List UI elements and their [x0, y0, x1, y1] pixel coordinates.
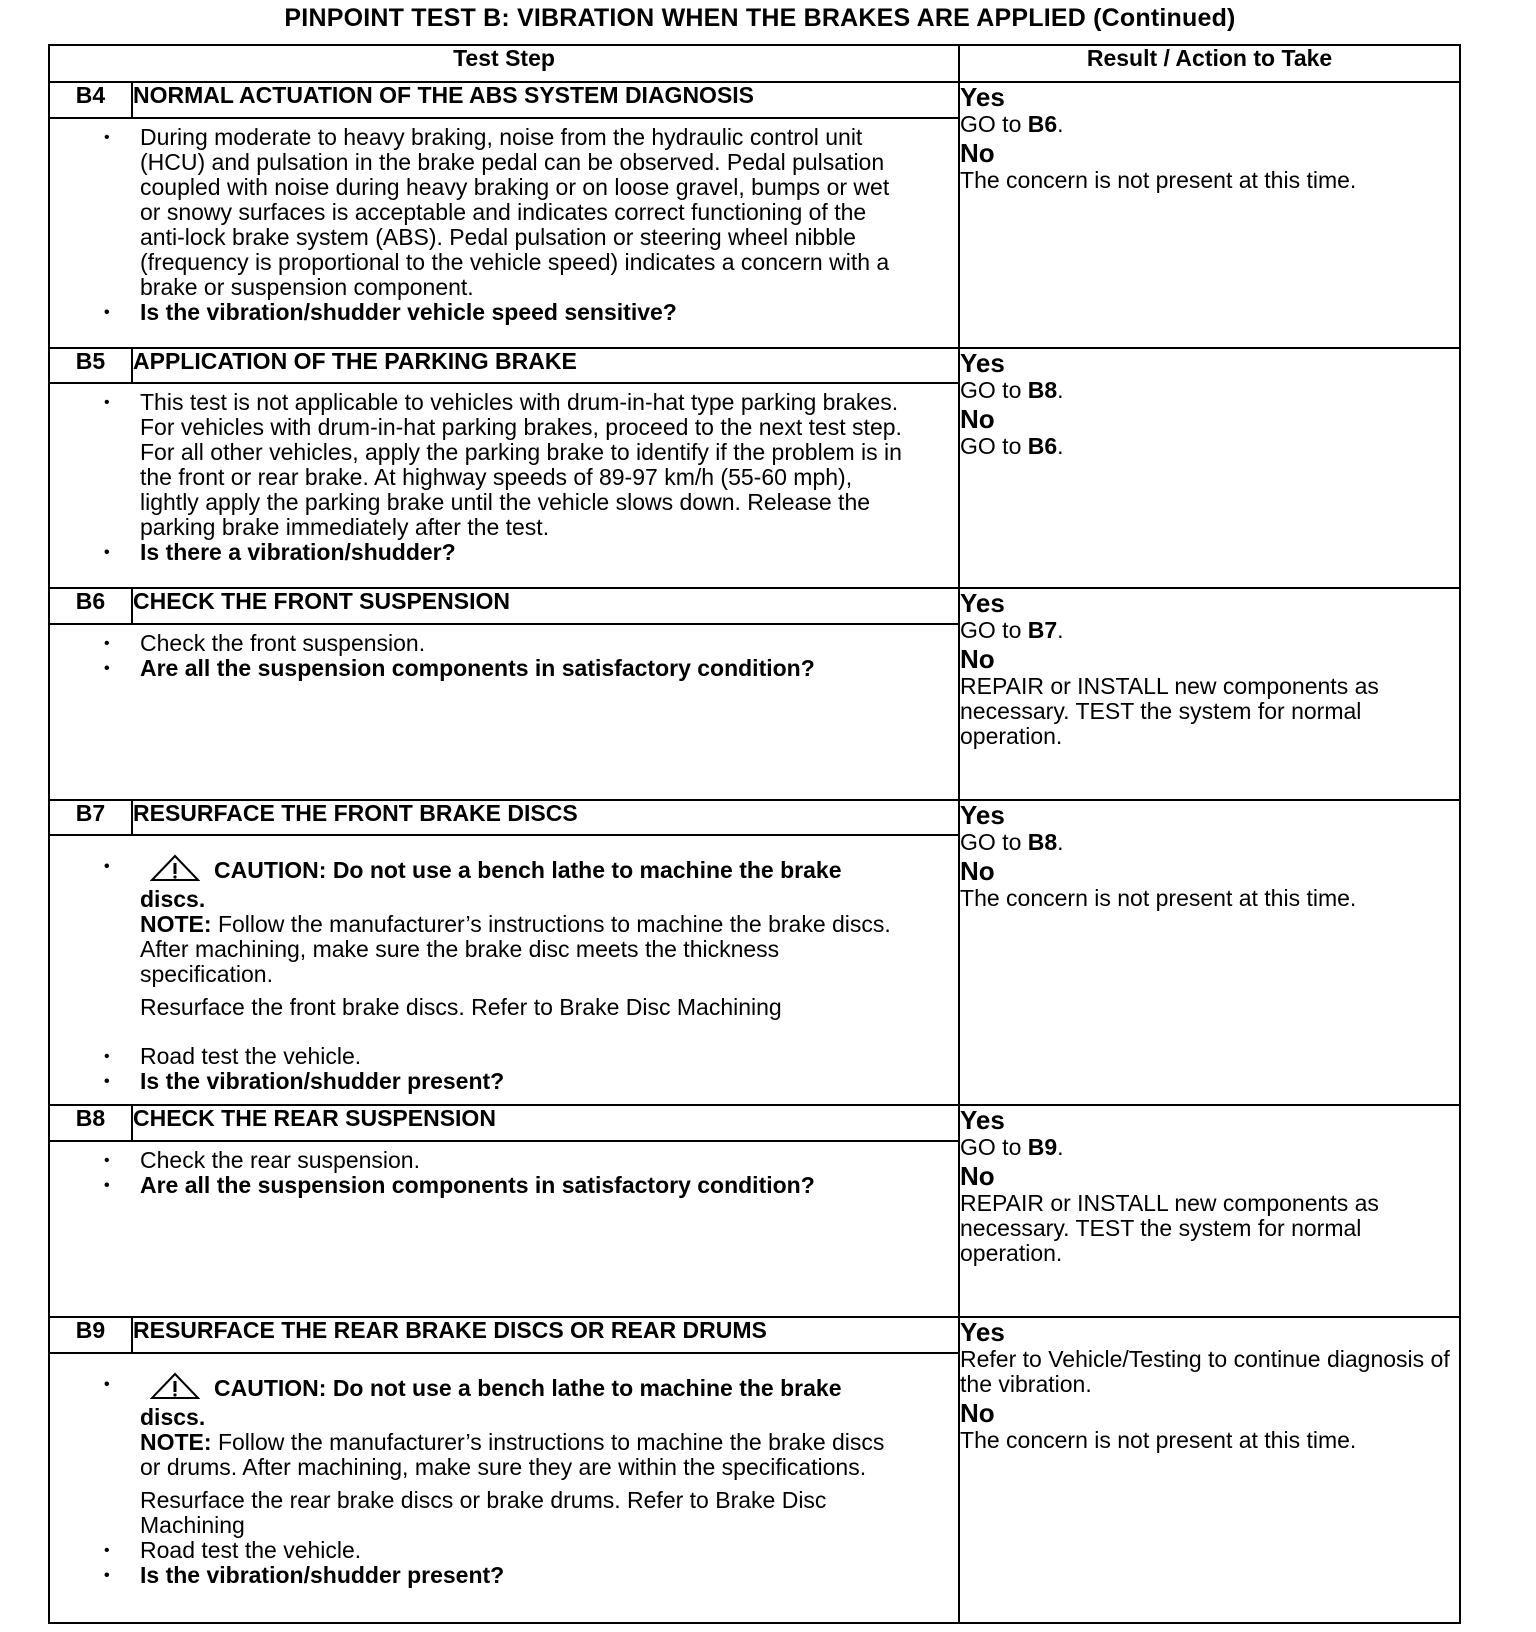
yes-label: Yes — [960, 588, 1005, 618]
step-title: CHECK THE REAR SUSPENSION — [132, 1105, 959, 1141]
step-b4-header — [49, 82, 1460, 118]
step-title: RESURFACE THE FRONT BRAKE DISCS — [132, 800, 959, 836]
step-b4-result — [959, 82, 1460, 348]
yes-label: Yes — [960, 1105, 1005, 1136]
step-b6-body — [49, 624, 959, 800]
no-label: No — [960, 1398, 995, 1429]
caution-block — [140, 1372, 908, 1430]
yes-label: Yes — [960, 81, 1005, 112]
no-action: REPAIR or INSTALL new components as necessary. TEST the system for normal operation. — [960, 1190, 1379, 1267]
resurface-instruction: Resurface the rear brake discs or brake drums. Refer to Brake Disc Machining — [140, 1486, 827, 1538]
step-reference: B8 — [1027, 828, 1058, 855]
yes-action: Refer to Vehicle/Testing to continue diagnosis of the vibration. — [960, 1346, 1450, 1398]
yes-action: GO to B6. — [960, 110, 1064, 137]
no-action: The concern is not present at this time. — [960, 166, 1357, 193]
no-action: The concern is not present at this time. — [960, 1427, 1357, 1454]
step-id: B9 — [49, 1317, 132, 1353]
step-id: B7 — [49, 800, 132, 836]
step-b4-body — [49, 118, 959, 348]
no-label: No — [960, 855, 995, 886]
step-b7-header — [49, 800, 1460, 836]
step-instruction: • Road test the vehicle. — [140, 1044, 908, 1069]
step-question: • Are all the suspension components in satisfactory condition? — [140, 656, 908, 681]
yes-action: GO to B9. — [960, 1134, 1064, 1161]
note-block: NOTE: Follow the manufacturer’s instructions to machine the brake discs. After machining, make sure the brake disc meets the thickness specification. — [140, 911, 891, 988]
step-id: B8 — [49, 1105, 132, 1141]
step-b6-result — [959, 588, 1460, 800]
step-instruction: • Road test the vehicle. — [140, 1538, 908, 1563]
step-title: APPLICATION OF THE PARKING BRAKE — [132, 348, 959, 384]
no-label: No — [960, 137, 995, 168]
step-id: B4 — [49, 82, 132, 118]
step-id: B6 — [49, 588, 132, 624]
step-b7-result — [959, 800, 1460, 1106]
step-reference: B9 — [1027, 1134, 1058, 1161]
yes-label: Yes — [960, 799, 1005, 830]
table-header-row — [49, 45, 1460, 82]
yes-action: GO to B7. — [960, 617, 1064, 643]
caution-block — [140, 854, 908, 912]
step-b6-header — [49, 588, 1460, 624]
no-action: GO to B6. — [960, 432, 1064, 459]
yes-label: Yes — [960, 1317, 1005, 1348]
step-reference: B6 — [1027, 110, 1058, 137]
caution-text: CAUTION: Do not use a bench lathe to machine the brake discs. — [140, 857, 842, 913]
step-b9-body — [49, 1353, 959, 1623]
yes-action: GO to B8. — [960, 376, 1064, 403]
step-question: • Are all the suspension components in satisfactory condition? — [140, 1173, 908, 1198]
step-reference: B7 — [1027, 617, 1058, 643]
warning-icon — [150, 1372, 200, 1405]
no-label: No — [960, 644, 995, 674]
no-action: The concern is not present at this time. — [960, 884, 1357, 911]
step-b8-header — [49, 1105, 1460, 1141]
step-instruction: • Check the front suspension. — [140, 631, 908, 656]
step-instruction: • During moderate to heavy braking, noise from the hydraulic control unit (HCU) and pulsation in the brake pedal can be observed. Pedal pulsation coupled with noise during heavy braking or on loose gravel, bumps or wet or snowy surfaces is acceptable and indicates correct functioning of the anti-lock brake system (ABS). Pedal pulsation or steering wheel nibble (frequency is proportional to the vehicle speed) indicates a concern with a brake or suspension component. — [140, 125, 908, 300]
step-b9-header — [49, 1317, 1460, 1353]
pinpoint-test-table — [48, 44, 1461, 1624]
no-action: REPAIR or INSTALL new components as necessary. TEST the system for normal operation. — [960, 673, 1379, 749]
step-b7-body — [49, 835, 959, 1105]
step-reference: B6 — [1027, 432, 1058, 459]
step-title: NORMAL ACTUATION OF THE ABS SYSTEM DIAGNOSIS — [132, 82, 959, 118]
no-label: No — [960, 1161, 995, 1192]
header-test-step: Test Step — [49, 45, 959, 82]
step-b5-header — [49, 348, 1460, 384]
resurface-instruction: Resurface the front brake discs. Refer to Brake Disc Machining — [140, 994, 782, 1021]
step-b5-body — [49, 383, 959, 588]
step-question: • Is the vibration/shudder vehicle speed sensitive? — [140, 300, 908, 325]
step-question: • Is the vibration/shudder present? — [140, 1563, 908, 1588]
note-block: NOTE: Follow the manufacturer’s instructions to machine the brake discs or drums. After machining, make sure they are within the specifications. — [140, 1428, 885, 1480]
step-instruction: • Check the rear suspension. — [140, 1148, 908, 1173]
yes-label: Yes — [960, 347, 1005, 378]
warning-icon — [150, 854, 200, 887]
step-b8-body — [49, 1141, 959, 1317]
header-result: Result / Action to Take — [959, 45, 1460, 82]
step-title: CHECK THE FRONT SUSPENSION — [132, 588, 959, 624]
step-question: • Is the vibration/shudder present? — [140, 1069, 908, 1094]
no-label: No — [960, 403, 995, 434]
caution-text: CAUTION: Do not use a bench lathe to machine the brake discs. — [140, 1374, 842, 1430]
yes-action: GO to B8. — [960, 828, 1064, 855]
step-reference: B8 — [1027, 376, 1058, 403]
step-b8-result — [959, 1105, 1460, 1317]
step-question: • Is there a vibration/shudder? — [140, 540, 908, 565]
page-title: PINPOINT TEST B: VIBRATION WHEN THE BRAKES ARE APPLIED (Continued) — [284, 4, 1236, 32]
step-b5-result — [959, 348, 1460, 588]
step-b9-result — [959, 1317, 1460, 1623]
step-title: RESURFACE THE REAR BRAKE DISCS OR REAR DRUMS — [132, 1317, 959, 1353]
step-id: B5 — [49, 348, 132, 384]
step-instruction: • This test is not applicable to vehicles with drum-in-hat type parking brakes. For vehicles with drum-in-hat parking brakes, proceed to the next test step. For all other vehicles, apply the parking brake to identify if the problem is in the front or rear brake. At highway speeds of 89-97 km/h (55-60 mph), lightly apply the parking brake until the vehicle slows down. Release the parking brake immediately after the test. — [140, 390, 908, 540]
